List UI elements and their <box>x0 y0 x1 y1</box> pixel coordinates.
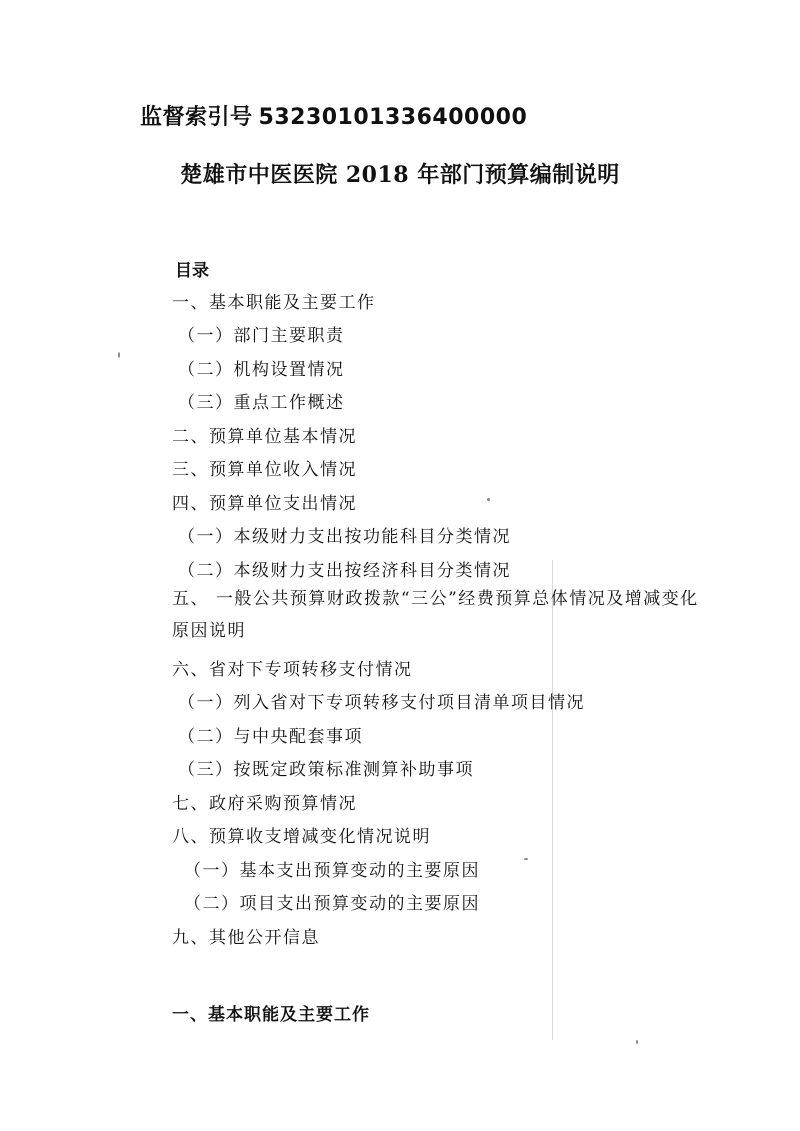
toc-item: （二）项目支出预算变动的主要原因 <box>184 894 480 914</box>
toc-item: 五、 一般公共预算财政拨款“三公”经费预算总体情况及增减变化原因说明 <box>172 589 699 641</box>
toc-item: （一）基本支出预算变动的主要原因 <box>184 861 480 881</box>
toc-item: 四、预算单位支出情况 <box>172 494 357 514</box>
toc-item: 八、预算收支增减变化情况说明 <box>172 827 431 847</box>
supervision-index <box>140 100 527 131</box>
scan-speck <box>636 1040 638 1044</box>
section-heading: 一、基本职能及主要工作 <box>172 1005 370 1025</box>
toc-item: （一）部门主要职责 <box>178 326 345 346</box>
scan-speck <box>524 858 528 860</box>
toc-item: 二、预算单位基本情况 <box>172 427 357 447</box>
scan-speck <box>118 352 120 358</box>
toc-item: 三、预算单位收入情况 <box>172 460 357 480</box>
toc-item: （二）机构设置情况 <box>178 360 345 380</box>
index-label: 监督索引号 <box>140 105 253 130</box>
index-number: 53230101336400000 <box>258 105 528 130</box>
document-title: 楚雄市中医医院 2018 年部门预算编制说明 <box>180 162 620 188</box>
toc-item: （三）重点工作概述 <box>178 393 345 413</box>
toc-item: （一）本级财力支出按功能科目分类情况 <box>178 527 511 547</box>
toc-heading: 目录 <box>175 261 209 281</box>
toc-item: 九、其他公开信息 <box>172 928 320 948</box>
toc-item: （一）列入省对下专项转移支付项目清单项目情况 <box>178 693 585 713</box>
toc-item: （三）按既定政策标准测算补助事项 <box>178 760 474 780</box>
toc-item: 七、政府采购预算情况 <box>172 794 357 814</box>
toc-item: 一、基本职能及主要工作 <box>172 293 376 313</box>
toc-item: 六、省对下专项转移支付情况 <box>172 660 413 680</box>
scan-speck <box>487 498 490 501</box>
toc-item: （二）与中央配套事项 <box>178 727 363 747</box>
toc-item: （二）本级财力支出按经济科目分类情况 <box>178 561 511 581</box>
